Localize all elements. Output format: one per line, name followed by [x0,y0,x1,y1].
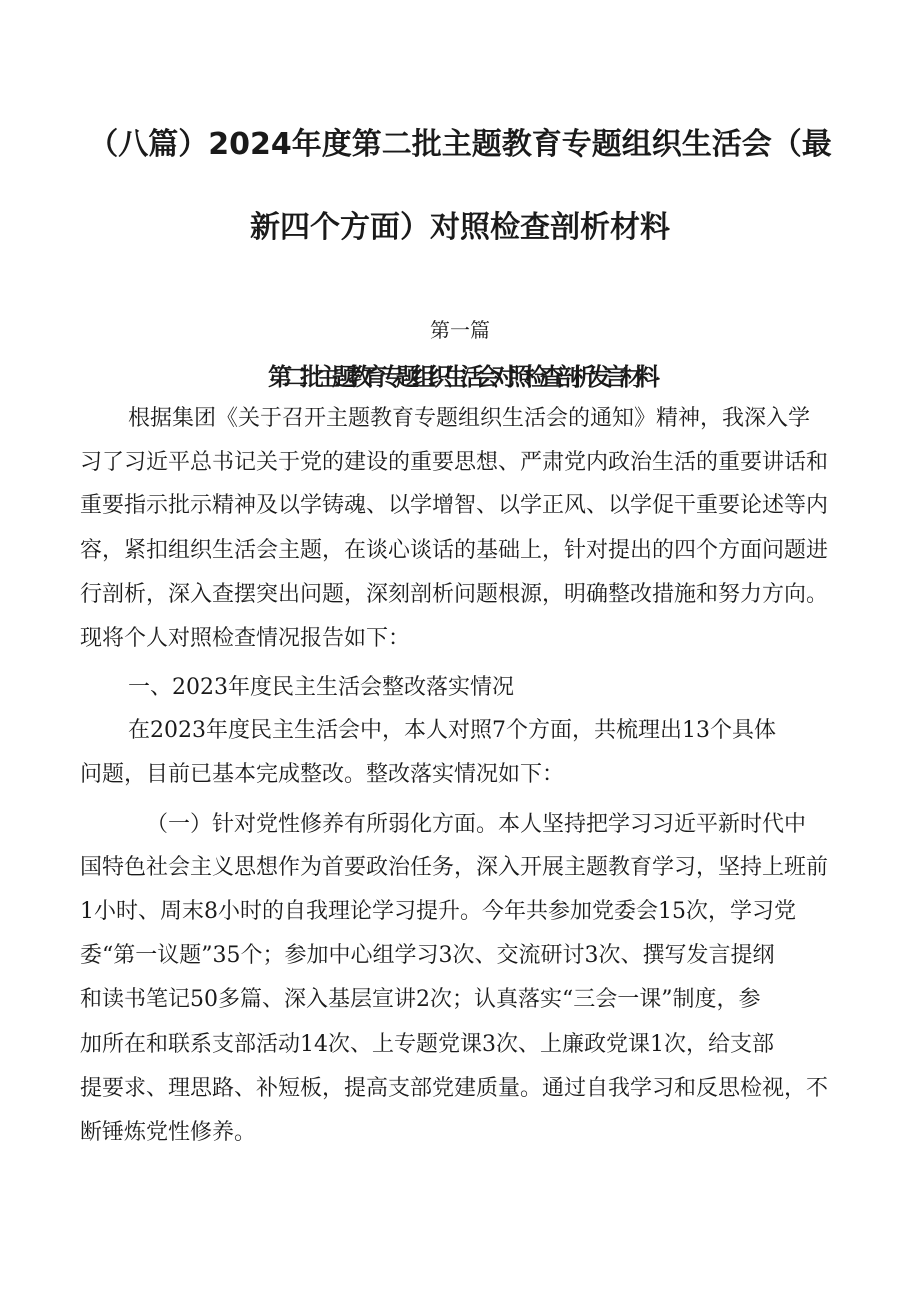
paragraph-1-line-2: 习了习近平总书记关于党的建设的重要思想、严肃党内政治生活的重要讲话和 [80,450,829,475]
paragraph-1-line-4: 容，紧扣组织生活会主题，在谈心谈话的基础上，针对提出的四个方面问题进 [80,538,829,563]
paragraph-1-line-3: 重要指示批示精神及以学铸魂、以学增智、以学正风、以学促干重要论述等内 [80,493,829,518]
document-title-line-2: 新四个方面）对照检查剖析材料 [250,210,670,245]
paragraph-3-line-2: 国特色社会主义思想作为首要政治任务，深入开展主题教育学习，坚持上班前 [80,855,829,880]
paragraph-3-line-5: 和读书笔记50多篇、深入基层宣讲2次；认真落实“三会一课”制度，参 [80,987,761,1012]
paragraph-3-line-4: 委“第一议题”35个；参加中心组学习3次、交流研讨3次、撰写发言提纲 [80,943,775,968]
chapter-label: 第一篇 [430,318,490,342]
paragraph-3-line-8: 断锤炼党性修养。 [80,1120,257,1145]
paragraph-1-line-6: 现将个人对照检查情况报告如下： [80,626,411,651]
section-title: 第二批主题教育专题组织生活会对照检查剖析发言材料 [268,363,652,391]
section-heading-1: 一、2023年度民主生活会整改落实情况 [128,675,514,700]
paragraph-3-line-3: 1小时、周末8小时的自我理论学习提升。今年共参加党委会15次，学习党 [80,899,796,924]
paragraph-2-line-1: 在2023年度民主生活会中，本人对照7个方面，共梳理出13个具体 [128,718,776,743]
paragraph-1-line-5: 行剖析，深入查摆突出问题，深刻剖析问题根源，明确整改措施和努力方向。 [80,582,829,607]
paragraph-3-line-1: （一）针对党性修养有所弱化方面。本人坚持把学习习近平新时代中 [146,812,807,837]
document-title-line-1: （八篇）2024年度第二批主题教育专题组织生活会（最 [88,127,832,162]
paragraph-3-line-7: 提要求、理思路、补短板，提高支部党建质量。通过自我学习和反思检视，不 [80,1076,829,1101]
paragraph-2-line-2: 问题，目前已基本完成整改。整改落实情况如下： [80,762,565,787]
paragraph-1-line-1: 根据集团《关于召开主题教育专题组织生活会的通知》精神，我深入学 [128,406,811,431]
paragraph-3-line-6: 加所在和联系支部活动14次、上专题党课3次、上廉政党课1次，给支部 [80,1032,774,1057]
